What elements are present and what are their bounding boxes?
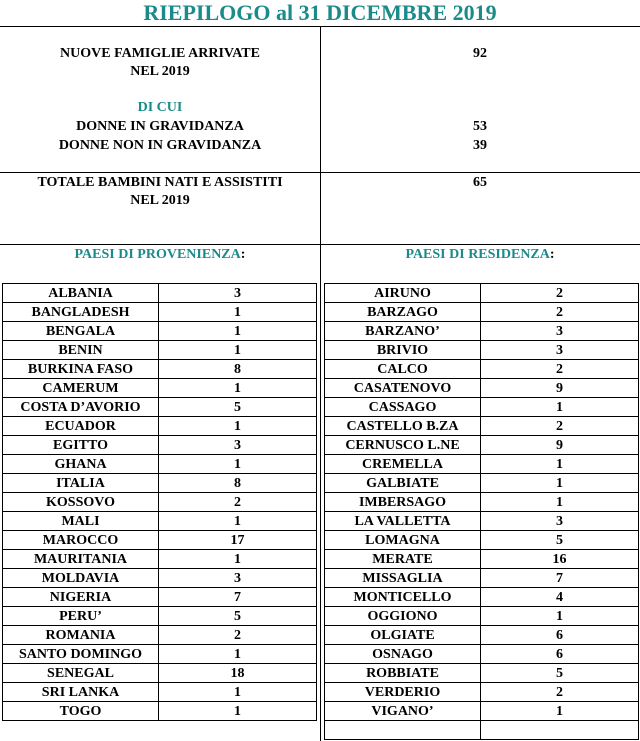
row-count: 18 <box>159 664 317 683</box>
row-count: 5 <box>159 607 317 626</box>
row-count: 1 <box>159 379 317 398</box>
row-count: 3 <box>159 436 317 455</box>
table-row <box>325 474 639 493</box>
residence-table <box>324 283 639 740</box>
row-name: MAROCCO <box>3 531 159 550</box>
divider-middle <box>0 172 640 173</box>
table-row <box>3 360 317 379</box>
pregnant-value: 53 <box>473 119 487 134</box>
table-row <box>325 398 639 417</box>
row-count: 3 <box>159 284 317 303</box>
row-count: 1 <box>159 512 317 531</box>
residence-heading-text: PAESI DI RESIDENZA <box>405 247 550 262</box>
table-row <box>3 531 317 550</box>
row-count: 8 <box>159 360 317 379</box>
table-row <box>3 702 317 721</box>
row-count: 1 <box>159 303 317 322</box>
table-row <box>3 474 317 493</box>
row-count: 3 <box>481 341 639 360</box>
table-row <box>3 493 317 512</box>
table-row <box>325 702 639 721</box>
table-row <box>325 512 639 531</box>
pregnant-label: DONNE IN GRAVIDANZA <box>76 119 244 134</box>
table-row <box>3 417 317 436</box>
table-row <box>3 569 317 588</box>
table-row <box>3 683 317 702</box>
row-count: 17 <box>159 531 317 550</box>
table-row <box>3 588 317 607</box>
table-row <box>3 455 317 474</box>
table-row <box>3 379 317 398</box>
origin-heading-text: PAESI DI PROVENIENZA <box>74 247 241 262</box>
row-name: ROBBIATE <box>325 664 481 683</box>
table-row <box>325 493 639 512</box>
row-name: ROMANIA <box>3 626 159 645</box>
residence-heading: PAESI DI RESIDENZA: <box>405 247 555 262</box>
row-name: IMBERSAGO <box>325 493 481 512</box>
row-name: MONTICELLO <box>325 588 481 607</box>
table-row <box>3 664 317 683</box>
new-families-label-line1: NUOVE FAMIGLIE ARRIVATE <box>60 46 260 61</box>
row-name: BRIVIO <box>325 341 481 360</box>
row-name: AIRUNO <box>325 284 481 303</box>
row-count <box>481 721 639 740</box>
row-name <box>325 721 481 740</box>
table-row <box>3 398 317 417</box>
new-families-label-line2: NEL 2019 <box>130 64 190 79</box>
row-count: 6 <box>481 626 639 645</box>
row-count: 1 <box>159 417 317 436</box>
row-count: 1 <box>159 645 317 664</box>
table-row <box>325 455 639 474</box>
row-count: 3 <box>159 569 317 588</box>
table-row <box>325 303 639 322</box>
table-row <box>325 379 639 398</box>
row-count: 5 <box>481 531 639 550</box>
row-name: OGGIONO <box>325 607 481 626</box>
row-count: 1 <box>481 607 639 626</box>
origin-table <box>2 283 317 721</box>
table-row <box>3 284 317 303</box>
row-count: 3 <box>481 512 639 531</box>
divider-top <box>0 26 640 27</box>
row-name: CALCO <box>325 360 481 379</box>
table-row <box>325 360 639 379</box>
table-row <box>3 550 317 569</box>
table-row <box>3 645 317 664</box>
row-name: GALBIATE <box>325 474 481 493</box>
row-count: 4 <box>481 588 639 607</box>
row-name: VIGANO’ <box>325 702 481 721</box>
children-value: 65 <box>473 175 487 190</box>
row-count: 2 <box>481 360 639 379</box>
table-row <box>325 721 639 740</box>
row-count: 3 <box>481 322 639 341</box>
row-count: 2 <box>481 303 639 322</box>
table-row <box>3 607 317 626</box>
table-row <box>3 626 317 645</box>
row-count: 1 <box>159 455 317 474</box>
row-count: 2 <box>159 626 317 645</box>
children-label-line1: TOTALE BAMBINI NATI E ASSISTITI <box>37 175 283 190</box>
table-row <box>325 322 639 341</box>
row-name: BENGALA <box>3 322 159 341</box>
row-name: SENEGAL <box>3 664 159 683</box>
table-row <box>325 417 639 436</box>
row-name: SRI LANKA <box>3 683 159 702</box>
row-name: LOMAGNA <box>325 531 481 550</box>
table-row <box>325 683 639 702</box>
row-name: VERDERIO <box>325 683 481 702</box>
row-name: LA VALLETTA <box>325 512 481 531</box>
row-count: 16 <box>481 550 639 569</box>
row-name: CREMELLA <box>325 455 481 474</box>
row-count: 1 <box>159 341 317 360</box>
row-name: TOGO <box>3 702 159 721</box>
table-row <box>325 664 639 683</box>
table-row <box>325 588 639 607</box>
row-name: OSNAGO <box>325 645 481 664</box>
row-name: MAURITANIA <box>3 550 159 569</box>
table-row <box>3 512 317 531</box>
row-name: ITALIA <box>3 474 159 493</box>
row-name: KOSSOVO <box>3 493 159 512</box>
table-row <box>325 626 639 645</box>
row-name: EGITTO <box>3 436 159 455</box>
row-name: BANGLADESH <box>3 303 159 322</box>
row-name: OLGIATE <box>325 626 481 645</box>
row-name: CASSAGO <box>325 398 481 417</box>
row-name: BENIN <box>3 341 159 360</box>
of-which-label: DI CUI <box>137 100 183 115</box>
table-row <box>325 607 639 626</box>
divider-bottom <box>0 244 640 245</box>
row-name: CAMERUM <box>3 379 159 398</box>
not-pregnant-label: DONNE NON IN GRAVIDANZA <box>58 138 262 153</box>
row-count: 1 <box>481 455 639 474</box>
row-count: 1 <box>481 398 639 417</box>
row-count: 1 <box>159 702 317 721</box>
table-row <box>325 284 639 303</box>
row-name: PERU’ <box>3 607 159 626</box>
table-row <box>325 341 639 360</box>
table-row <box>325 550 639 569</box>
row-name: CERNUSCO L.NE <box>325 436 481 455</box>
row-count: 1 <box>481 493 639 512</box>
row-name: GHANA <box>3 455 159 474</box>
row-name: BARZAGO <box>325 303 481 322</box>
row-name: BARZANO’ <box>325 322 481 341</box>
new-families-value: 92 <box>473 46 487 61</box>
row-count: 1 <box>159 322 317 341</box>
table-row <box>325 569 639 588</box>
row-count: 1 <box>481 474 639 493</box>
row-count: 8 <box>159 474 317 493</box>
row-count: 9 <box>481 436 639 455</box>
table-row <box>3 303 317 322</box>
page-title: RIEPILOGO al 31 DICEMBRE 2019 <box>143 0 497 25</box>
row-count: 5 <box>481 664 639 683</box>
row-name: BURKINA FASO <box>3 360 159 379</box>
row-count: 5 <box>159 398 317 417</box>
origin-heading: PAESI DI PROVENIENZA: <box>74 247 246 262</box>
table-row <box>325 436 639 455</box>
row-name: CASATENOVO <box>325 379 481 398</box>
row-count: 1 <box>159 550 317 569</box>
table-row <box>3 341 317 360</box>
not-pregnant-value: 39 <box>473 138 487 153</box>
row-count: 6 <box>481 645 639 664</box>
row-name: COSTA D’AVORIO <box>3 398 159 417</box>
row-count: 2 <box>481 284 639 303</box>
row-count: 7 <box>481 569 639 588</box>
row-count: 1 <box>159 683 317 702</box>
table-row <box>325 531 639 550</box>
row-count: 2 <box>159 493 317 512</box>
row-name: ECUADOR <box>3 417 159 436</box>
table-row <box>3 436 317 455</box>
row-count: 2 <box>481 683 639 702</box>
row-count: 9 <box>481 379 639 398</box>
row-name: CASTELLO B.ZA <box>325 417 481 436</box>
row-name: SANTO DOMINGO <box>3 645 159 664</box>
row-count: 7 <box>159 588 317 607</box>
row-count: 1 <box>481 702 639 721</box>
children-label-line2: NEL 2019 <box>130 193 190 208</box>
row-count: 2 <box>481 417 639 436</box>
row-name: MALI <box>3 512 159 531</box>
table-row <box>3 322 317 341</box>
row-name: MISSAGLIA <box>325 569 481 588</box>
row-name: NIGERIA <box>3 588 159 607</box>
row-name: MOLDAVIA <box>3 569 159 588</box>
row-name: ALBANIA <box>3 284 159 303</box>
table-row <box>325 645 639 664</box>
row-name: MERATE <box>325 550 481 569</box>
